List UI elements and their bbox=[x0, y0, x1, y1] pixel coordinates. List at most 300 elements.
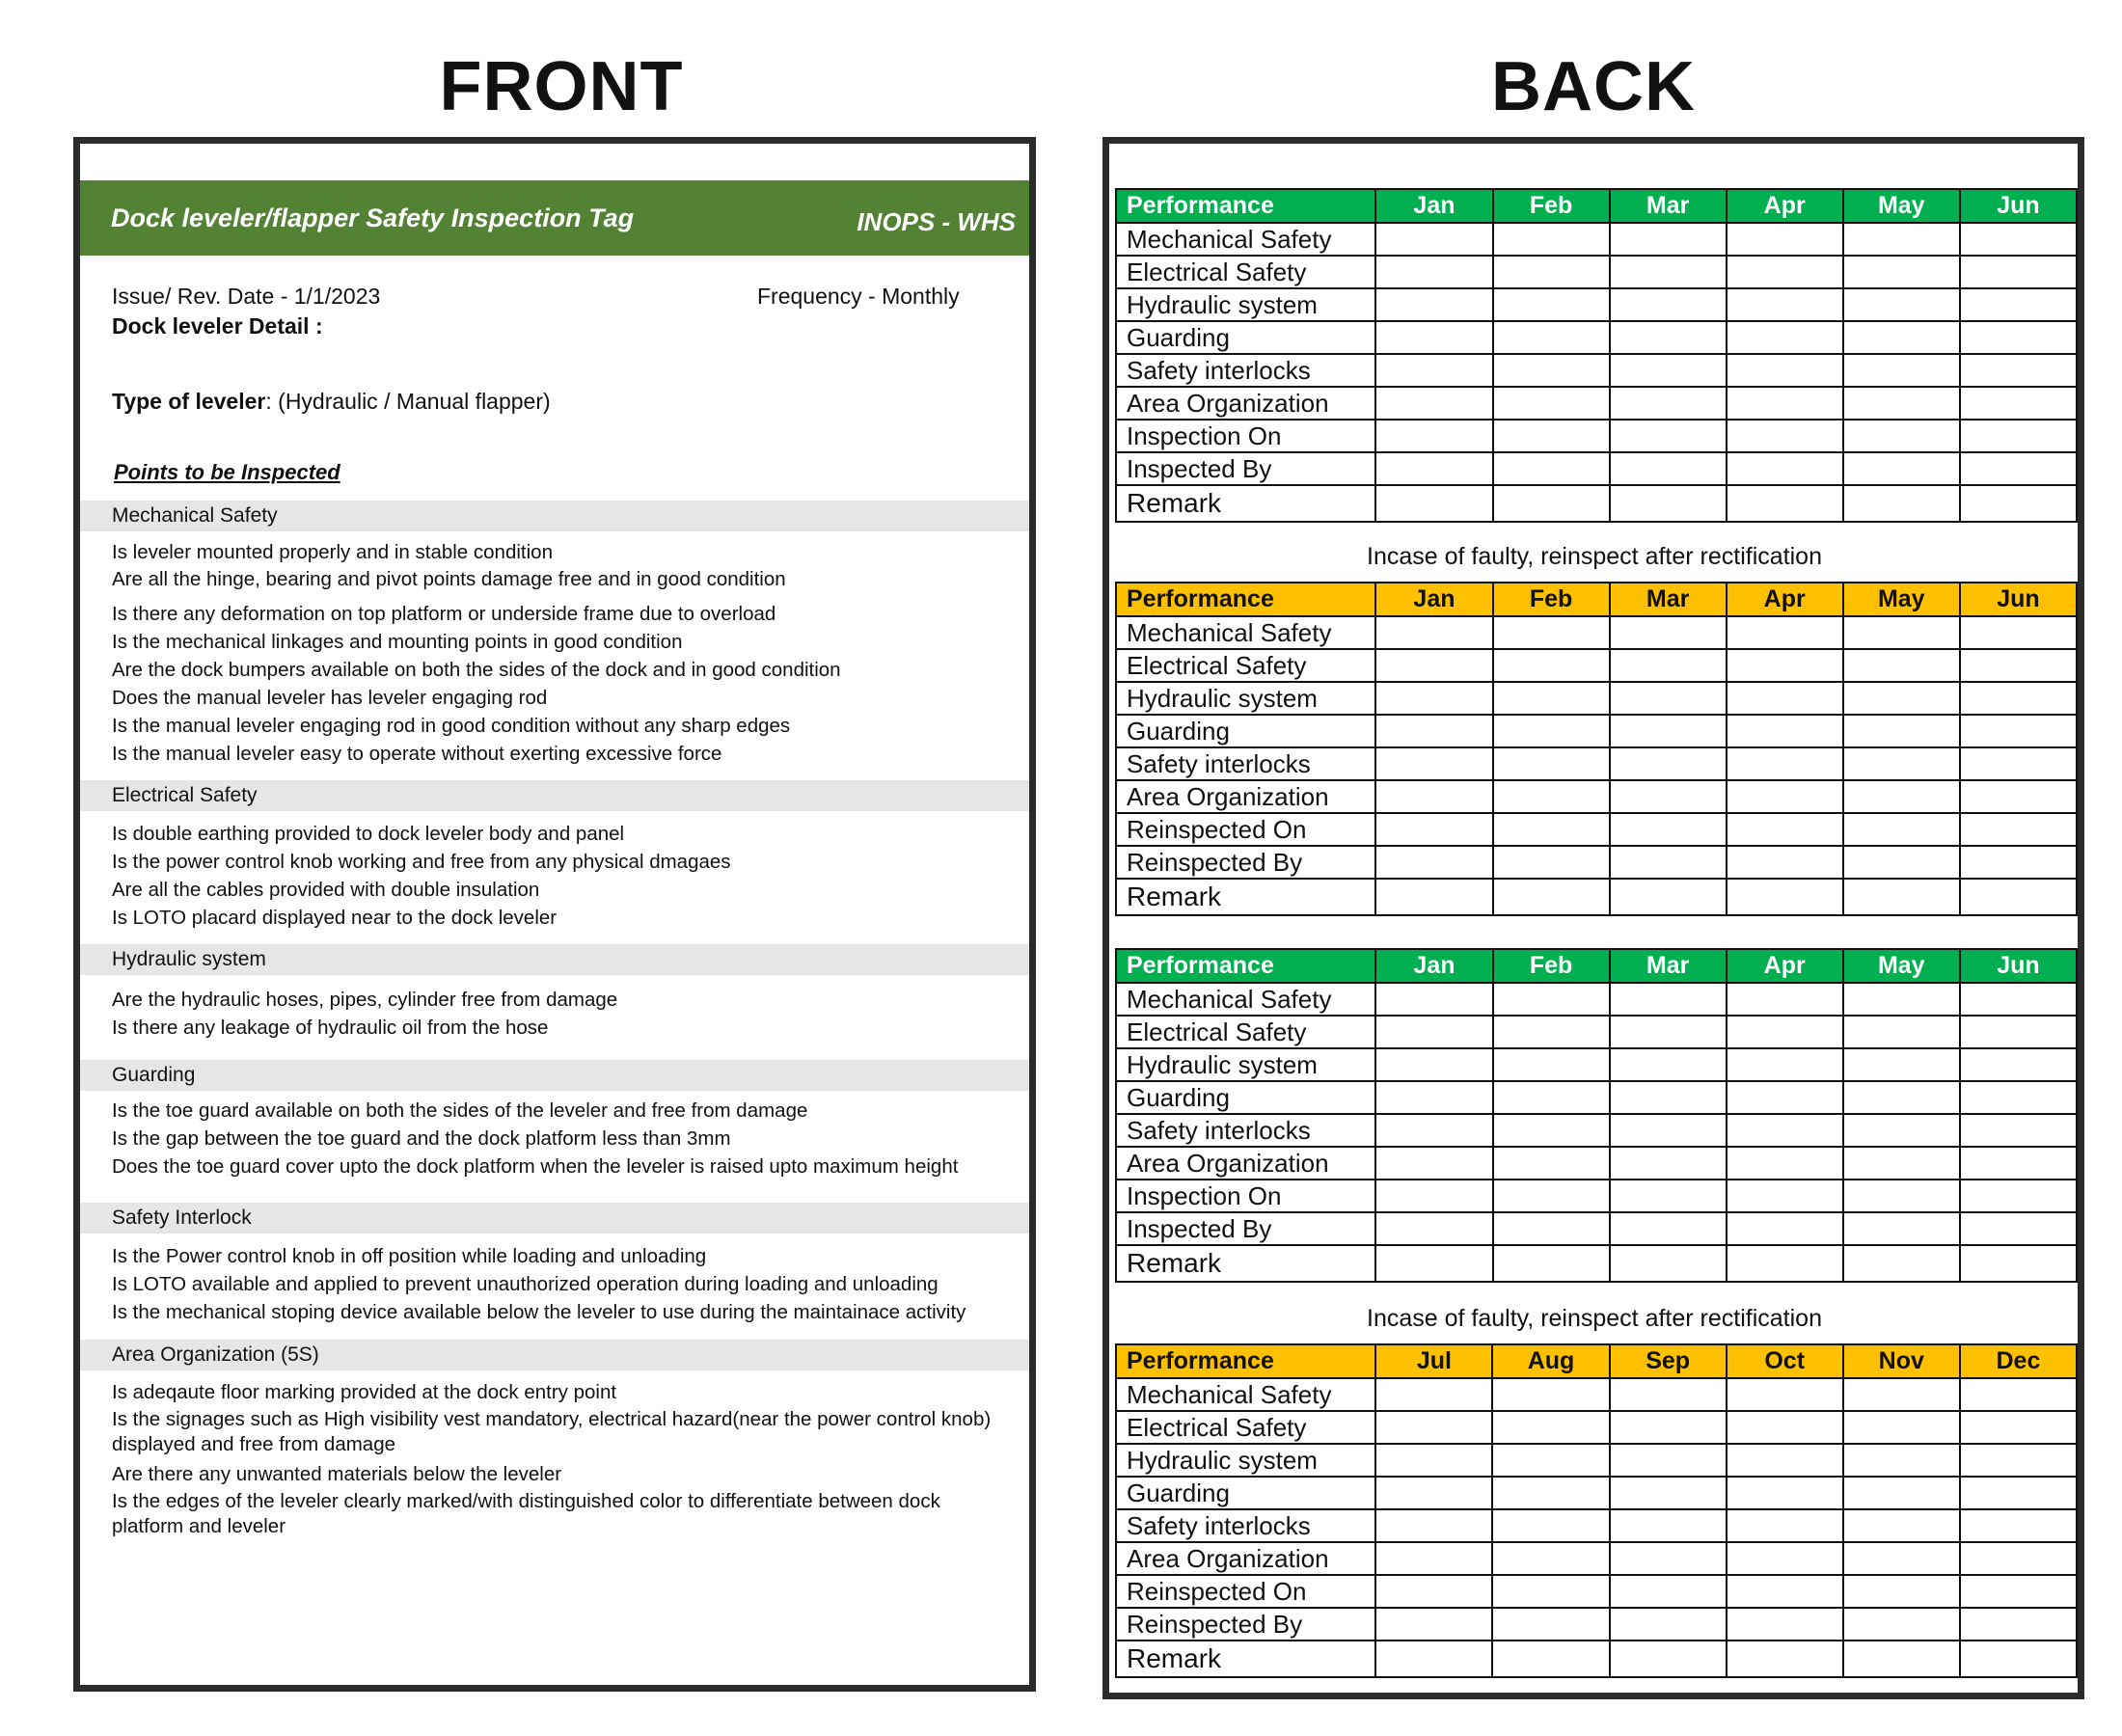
entry-cell[interactable] bbox=[1375, 1444, 1492, 1477]
entry-cell[interactable] bbox=[1492, 1641, 1609, 1677]
table-row bbox=[1116, 1542, 2077, 1575]
entry-cell[interactable] bbox=[1960, 1411, 2077, 1444]
entry-cell[interactable] bbox=[1843, 223, 1960, 256]
check-item: Is double earthing provided to dock leveler body and panel bbox=[112, 823, 625, 845]
entry-cell[interactable] bbox=[1493, 321, 1610, 354]
entry-cell[interactable] bbox=[1375, 682, 1492, 715]
entry-cell[interactable] bbox=[1843, 1016, 1960, 1048]
section-title-electrical: Electrical Safety bbox=[80, 780, 1029, 811]
table-row bbox=[1116, 1378, 2077, 1411]
entry-cell[interactable] bbox=[1843, 420, 1960, 452]
entry-cell[interactable] bbox=[1375, 1542, 1492, 1575]
entry-cell[interactable] bbox=[1375, 1245, 1492, 1282]
entry-cell[interactable] bbox=[1727, 846, 1843, 879]
entry-cell[interactable] bbox=[1375, 387, 1492, 420]
entry-cell[interactable] bbox=[1843, 485, 1960, 522]
entry-cell[interactable] bbox=[1843, 387, 1960, 420]
tag-title-bar bbox=[80, 180, 1029, 256]
entry-cell[interactable] bbox=[1375, 420, 1492, 452]
entry-cell[interactable] bbox=[1610, 682, 1727, 715]
entry-cell[interactable] bbox=[1960, 1212, 2077, 1245]
entry-cell[interactable] bbox=[1375, 1180, 1492, 1212]
entry-cell[interactable] bbox=[1960, 1016, 2077, 1048]
entry-cell[interactable] bbox=[1843, 321, 1960, 354]
month-header: Oct bbox=[1727, 1344, 1843, 1378]
entry-cell[interactable] bbox=[1375, 1411, 1492, 1444]
month-header: Aug bbox=[1492, 1344, 1609, 1378]
entry-cell[interactable] bbox=[1960, 1444, 2077, 1477]
inspection-table bbox=[1115, 188, 2078, 523]
entry-cell[interactable] bbox=[1960, 288, 2077, 321]
entry-cell[interactable] bbox=[1727, 1048, 1843, 1081]
entry-cell[interactable] bbox=[1843, 1081, 1960, 1114]
entry-cell[interactable] bbox=[1843, 452, 1960, 485]
entry-cell[interactable] bbox=[1960, 1180, 2077, 1212]
entry-cell[interactable] bbox=[1375, 288, 1492, 321]
row-label: Remark bbox=[1116, 1641, 1375, 1677]
entry-cell[interactable] bbox=[1727, 321, 1843, 354]
table-row bbox=[1116, 387, 2077, 420]
entry-cell[interactable] bbox=[1960, 1608, 2077, 1641]
table-row bbox=[1116, 452, 2077, 485]
entry-cell[interactable] bbox=[1843, 715, 1960, 747]
entry-cell[interactable] bbox=[1610, 1081, 1727, 1114]
row-label: Reinspected On bbox=[1116, 813, 1375, 846]
entry-cell[interactable] bbox=[1727, 747, 1843, 780]
table-row bbox=[1116, 1180, 2077, 1212]
entry-cell[interactable] bbox=[1727, 715, 1843, 747]
entry-cell[interactable] bbox=[1493, 223, 1610, 256]
entry-cell[interactable] bbox=[1493, 780, 1610, 813]
entry-cell[interactable] bbox=[1960, 256, 2077, 288]
entry-cell[interactable] bbox=[1610, 1180, 1727, 1212]
entry-cell[interactable] bbox=[1375, 780, 1492, 813]
entry-cell[interactable] bbox=[1493, 879, 1610, 915]
entry-cell[interactable] bbox=[1610, 321, 1727, 354]
row-label: Reinspected By bbox=[1116, 846, 1375, 879]
entry-cell[interactable] bbox=[1610, 1641, 1727, 1677]
entry-cell[interactable] bbox=[1960, 846, 2077, 879]
entry-cell[interactable] bbox=[1960, 420, 2077, 452]
month-header: Apr bbox=[1727, 583, 1843, 616]
check-item: Is the signages such as High visibility vest mandatory, electrical hazard(near the power control knob) displayed and free from damage bbox=[112, 1408, 992, 1455]
entry-cell[interactable] bbox=[1727, 485, 1843, 522]
entry-cell[interactable] bbox=[1492, 1477, 1609, 1509]
entry-cell[interactable] bbox=[1610, 879, 1727, 915]
entry-cell[interactable] bbox=[1493, 813, 1610, 846]
month-header: Jan bbox=[1375, 583, 1492, 616]
entry-cell[interactable] bbox=[1843, 1608, 1960, 1641]
entry-cell[interactable] bbox=[1493, 1180, 1610, 1212]
entry-cell[interactable] bbox=[1727, 879, 1843, 915]
entry-cell[interactable] bbox=[1493, 1245, 1610, 1282]
entry-cell[interactable] bbox=[1493, 983, 1610, 1016]
table-row bbox=[1116, 780, 2077, 813]
tag-org: INOPS - WHS bbox=[857, 207, 1016, 236]
row-label: Inspected By bbox=[1116, 1212, 1375, 1245]
entry-cell[interactable] bbox=[1727, 420, 1843, 452]
entry-cell[interactable] bbox=[1727, 1147, 1843, 1180]
entry-cell[interactable] bbox=[1610, 1147, 1727, 1180]
check-item: Is the mechanical stoping device available below the leveler to use during the maintainace activity bbox=[112, 1301, 966, 1323]
inspection-table bbox=[1115, 582, 2078, 916]
entry-cell[interactable] bbox=[1960, 223, 2077, 256]
entry-cell[interactable] bbox=[1960, 485, 2077, 522]
table-row bbox=[1116, 1444, 2077, 1477]
entry-cell[interactable] bbox=[1375, 1147, 1492, 1180]
entry-cell[interactable] bbox=[1375, 321, 1492, 354]
entry-cell[interactable] bbox=[1727, 256, 1843, 288]
entry-cell[interactable] bbox=[1610, 616, 1727, 649]
entry-cell[interactable] bbox=[1843, 1411, 1960, 1444]
entry-cell[interactable] bbox=[1727, 1180, 1843, 1212]
check-item: Is there any leakage of hydraulic oil from the hose bbox=[112, 1017, 549, 1039]
entry-cell[interactable] bbox=[1375, 649, 1492, 682]
entry-cell[interactable] bbox=[1375, 879, 1492, 915]
check-item: Is the power control knob working and free from any physical dmagaes bbox=[112, 851, 731, 873]
table-row bbox=[1116, 1509, 2077, 1542]
entry-cell[interactable] bbox=[1727, 1245, 1843, 1282]
row-label: Mechanical Safety bbox=[1116, 1378, 1375, 1411]
entry-cell[interactable] bbox=[1960, 1509, 2077, 1542]
entry-cell[interactable] bbox=[1960, 1114, 2077, 1147]
entry-cell[interactable] bbox=[1843, 983, 1960, 1016]
entry-cell[interactable] bbox=[1610, 780, 1727, 813]
entry-cell[interactable] bbox=[1493, 715, 1610, 747]
entry-cell[interactable] bbox=[1375, 715, 1492, 747]
entry-cell[interactable] bbox=[1492, 1575, 1609, 1608]
entry-cell[interactable] bbox=[1843, 682, 1960, 715]
entry-cell[interactable] bbox=[1960, 780, 2077, 813]
entry-cell[interactable] bbox=[1610, 223, 1727, 256]
entry-cell[interactable] bbox=[1493, 1114, 1610, 1147]
entry-cell[interactable] bbox=[1610, 1016, 1727, 1048]
table-row bbox=[1116, 1081, 2077, 1114]
table-row bbox=[1116, 420, 2077, 452]
entry-cell[interactable] bbox=[1375, 1641, 1492, 1677]
entry-cell[interactable] bbox=[1493, 354, 1610, 387]
entry-cell[interactable] bbox=[1727, 223, 1843, 256]
entry-cell[interactable] bbox=[1843, 1245, 1960, 1282]
row-label: Inspected By bbox=[1116, 452, 1375, 485]
entry-cell[interactable] bbox=[1493, 485, 1610, 522]
entry-cell[interactable] bbox=[1492, 1542, 1609, 1575]
entry-cell[interactable] bbox=[1727, 354, 1843, 387]
entry-cell[interactable] bbox=[1493, 452, 1610, 485]
entry-cell[interactable] bbox=[1610, 420, 1727, 452]
month-header: May bbox=[1843, 583, 1960, 616]
check-item: Does the toe guard cover upto the dock platform when the leveler is raised upto maximum height bbox=[112, 1155, 959, 1178]
entry-cell[interactable] bbox=[1610, 1444, 1727, 1477]
row-label: Guarding bbox=[1116, 1477, 1375, 1509]
entry-cell[interactable] bbox=[1375, 616, 1492, 649]
entry-cell[interactable] bbox=[1960, 387, 2077, 420]
entry-cell[interactable] bbox=[1375, 813, 1492, 846]
entry-cell[interactable] bbox=[1960, 1542, 2077, 1575]
entry-cell[interactable] bbox=[1727, 1509, 1843, 1542]
entry-cell[interactable] bbox=[1727, 1608, 1843, 1641]
entry-cell[interactable] bbox=[1375, 1509, 1492, 1542]
entry-cell[interactable] bbox=[1492, 1444, 1609, 1477]
entry-cell[interactable] bbox=[1843, 747, 1960, 780]
entry-cell[interactable] bbox=[1727, 288, 1843, 321]
entry-cell[interactable] bbox=[1727, 1016, 1843, 1048]
month-header: Mar bbox=[1610, 189, 1727, 223]
entry-cell[interactable] bbox=[1843, 879, 1960, 915]
entry-cell[interactable] bbox=[1727, 1542, 1843, 1575]
entry-cell[interactable] bbox=[1492, 1509, 1609, 1542]
entry-cell[interactable] bbox=[1960, 354, 2077, 387]
back-tag-panel bbox=[1102, 137, 2084, 1699]
entry-cell[interactable] bbox=[1843, 1147, 1960, 1180]
month-header: May bbox=[1843, 189, 1960, 223]
entry-cell[interactable] bbox=[1960, 682, 2077, 715]
entry-cell[interactable] bbox=[1960, 1641, 2077, 1677]
entry-cell[interactable] bbox=[1610, 1477, 1727, 1509]
entry-cell[interactable] bbox=[1960, 649, 2077, 682]
entry-cell[interactable] bbox=[1493, 387, 1610, 420]
row-label: Safety interlocks bbox=[1116, 1114, 1375, 1147]
section-title-area-organization: Area Organization (5S) bbox=[80, 1340, 1029, 1370]
entry-cell[interactable] bbox=[1375, 485, 1492, 522]
entry-cell[interactable] bbox=[1727, 387, 1843, 420]
row-label: Safety interlocks bbox=[1116, 747, 1375, 780]
entry-cell[interactable] bbox=[1843, 1444, 1960, 1477]
entry-cell[interactable] bbox=[1843, 1477, 1960, 1509]
entry-cell[interactable] bbox=[1727, 616, 1843, 649]
entry-cell[interactable] bbox=[1610, 1378, 1727, 1411]
entry-cell[interactable] bbox=[1960, 983, 2077, 1016]
entry-cell[interactable] bbox=[1493, 682, 1610, 715]
entry-cell[interactable] bbox=[1375, 1016, 1492, 1048]
row-label: Hydraulic system bbox=[1116, 288, 1375, 321]
month-header: Jun bbox=[1960, 949, 2077, 983]
table-row bbox=[1116, 1477, 2077, 1509]
entry-cell[interactable] bbox=[1610, 387, 1727, 420]
entry-cell[interactable] bbox=[1610, 813, 1727, 846]
table-row bbox=[1116, 354, 2077, 387]
row-label: Electrical Safety bbox=[1116, 649, 1375, 682]
row-label: Electrical Safety bbox=[1116, 1016, 1375, 1048]
entry-cell[interactable] bbox=[1727, 1081, 1843, 1114]
month-header: Sep bbox=[1610, 1344, 1727, 1378]
entry-cell[interactable] bbox=[1610, 288, 1727, 321]
month-header: Apr bbox=[1727, 949, 1843, 983]
row-label: Mechanical Safety bbox=[1116, 616, 1375, 649]
entry-cell[interactable] bbox=[1610, 1048, 1727, 1081]
entry-cell[interactable] bbox=[1727, 649, 1843, 682]
reinspect-note: Incase of faulty, reinspect after rectification bbox=[1367, 543, 1822, 570]
table-row bbox=[1116, 1016, 2077, 1048]
entry-cell[interactable] bbox=[1843, 1641, 1960, 1677]
entry-cell[interactable] bbox=[1492, 1608, 1609, 1641]
entry-cell[interactable] bbox=[1960, 452, 2077, 485]
row-label: Remark bbox=[1116, 485, 1375, 522]
check-item: Is there any deformation on top platform or underside frame due to overload bbox=[112, 603, 776, 625]
entry-cell[interactable] bbox=[1610, 1509, 1727, 1542]
row-label: Remark bbox=[1116, 879, 1375, 915]
entry-cell[interactable] bbox=[1610, 485, 1727, 522]
entry-cell[interactable] bbox=[1610, 1575, 1727, 1608]
entry-cell[interactable] bbox=[1843, 1509, 1960, 1542]
entry-cell[interactable] bbox=[1960, 1378, 2077, 1411]
entry-cell[interactable] bbox=[1727, 1378, 1843, 1411]
entry-cell[interactable] bbox=[1493, 1212, 1610, 1245]
entry-cell[interactable] bbox=[1493, 256, 1610, 288]
entry-cell[interactable] bbox=[1375, 983, 1492, 1016]
entry-cell[interactable] bbox=[1960, 1245, 2077, 1282]
entry-cell[interactable] bbox=[1727, 1641, 1843, 1677]
entry-cell[interactable] bbox=[1727, 1477, 1843, 1509]
entry-cell[interactable] bbox=[1610, 354, 1727, 387]
entry-cell[interactable] bbox=[1727, 1411, 1843, 1444]
entry-cell[interactable] bbox=[1960, 321, 2077, 354]
entry-cell[interactable] bbox=[1727, 983, 1843, 1016]
entry-cell[interactable] bbox=[1610, 256, 1727, 288]
inspection-table bbox=[1115, 1343, 2078, 1678]
entry-cell[interactable] bbox=[1843, 813, 1960, 846]
entry-cell[interactable] bbox=[1610, 747, 1727, 780]
check-item: Is the toe guard available on both the sides of the leveler and free from damage bbox=[112, 1099, 808, 1122]
entry-cell[interactable] bbox=[1843, 780, 1960, 813]
entry-cell[interactable] bbox=[1493, 288, 1610, 321]
entry-cell[interactable] bbox=[1375, 846, 1492, 879]
table-row bbox=[1116, 813, 2077, 846]
entry-cell[interactable] bbox=[1960, 1575, 2077, 1608]
entry-cell[interactable] bbox=[1843, 649, 1960, 682]
row-label: Area Organization bbox=[1116, 1542, 1375, 1575]
entry-cell[interactable] bbox=[1375, 1114, 1492, 1147]
check-item: Is the manual leveler easy to operate without exerting excessive force bbox=[112, 743, 722, 765]
entry-cell[interactable] bbox=[1493, 616, 1610, 649]
entry-cell[interactable] bbox=[1727, 813, 1843, 846]
table-row bbox=[1116, 649, 2077, 682]
entry-cell[interactable] bbox=[1375, 452, 1492, 485]
entry-cell[interactable] bbox=[1375, 1212, 1492, 1245]
entry-cell[interactable] bbox=[1492, 1411, 1609, 1444]
month-header: Feb bbox=[1493, 189, 1610, 223]
entry-cell[interactable] bbox=[1610, 1114, 1727, 1147]
entry-cell[interactable] bbox=[1375, 223, 1492, 256]
table-row bbox=[1116, 715, 2077, 747]
entry-cell[interactable] bbox=[1727, 1444, 1843, 1477]
entry-cell[interactable] bbox=[1960, 1147, 2077, 1180]
entry-cell[interactable] bbox=[1375, 1081, 1492, 1114]
check-item: Is the Power control knob in off position while loading and unloading bbox=[112, 1245, 707, 1267]
entry-cell[interactable] bbox=[1493, 1016, 1610, 1048]
entry-cell[interactable] bbox=[1843, 846, 1960, 879]
row-label: Hydraulic system bbox=[1116, 1048, 1375, 1081]
table-row bbox=[1116, 1641, 2077, 1677]
section-title-interlock: Safety Interlock bbox=[80, 1203, 1029, 1234]
entry-cell[interactable] bbox=[1727, 780, 1843, 813]
entry-cell[interactable] bbox=[1375, 747, 1492, 780]
entry-cell[interactable] bbox=[1960, 715, 2077, 747]
table-row bbox=[1116, 846, 2077, 879]
entry-cell[interactable] bbox=[1843, 1542, 1960, 1575]
entry-cell[interactable] bbox=[1493, 1048, 1610, 1081]
entry-cell[interactable] bbox=[1843, 616, 1960, 649]
month-header: Jun bbox=[1960, 583, 2077, 616]
entry-cell[interactable] bbox=[1493, 846, 1610, 879]
entry-cell[interactable] bbox=[1960, 813, 2077, 846]
table-row bbox=[1116, 616, 2077, 649]
table-row bbox=[1116, 879, 2077, 915]
entry-cell[interactable] bbox=[1493, 1081, 1610, 1114]
entry-cell[interactable] bbox=[1493, 649, 1610, 682]
entry-cell[interactable] bbox=[1960, 1477, 2077, 1509]
entry-cell[interactable] bbox=[1493, 747, 1610, 780]
entry-cell[interactable] bbox=[1375, 354, 1492, 387]
entry-cell[interactable] bbox=[1492, 1378, 1609, 1411]
row-label: Electrical Safety bbox=[1116, 256, 1375, 288]
entry-cell[interactable] bbox=[1843, 1180, 1960, 1212]
entry-cell[interactable] bbox=[1960, 616, 2077, 649]
leveler-type-value: : (Hydraulic / Manual flapper) bbox=[265, 389, 551, 414]
entry-cell[interactable] bbox=[1375, 1575, 1492, 1608]
entry-cell[interactable] bbox=[1843, 1212, 1960, 1245]
entry-cell[interactable] bbox=[1610, 649, 1727, 682]
entry-cell[interactable] bbox=[1843, 1378, 1960, 1411]
row-label: Mechanical Safety bbox=[1116, 983, 1375, 1016]
entry-cell[interactable] bbox=[1375, 1608, 1492, 1641]
entry-cell[interactable] bbox=[1727, 1114, 1843, 1147]
entry-cell[interactable] bbox=[1727, 682, 1843, 715]
row-label: Electrical Safety bbox=[1116, 1411, 1375, 1444]
entry-cell[interactable] bbox=[1843, 256, 1960, 288]
entry-cell[interactable] bbox=[1610, 983, 1727, 1016]
front-tag-panel bbox=[73, 137, 1036, 1692]
entry-cell[interactable] bbox=[1843, 1048, 1960, 1081]
entry-cell[interactable] bbox=[1843, 354, 1960, 387]
entry-cell[interactable] bbox=[1610, 1212, 1727, 1245]
frequency: Frequency - Monthly bbox=[757, 284, 960, 309]
section-title-hydraulic: Hydraulic system bbox=[80, 944, 1029, 975]
entry-cell[interactable] bbox=[1960, 879, 2077, 915]
entry-cell[interactable] bbox=[1727, 1575, 1843, 1608]
entry-cell[interactable] bbox=[1960, 1048, 2077, 1081]
entry-cell[interactable] bbox=[1375, 1378, 1492, 1411]
entry-cell[interactable] bbox=[1610, 846, 1727, 879]
entry-cell[interactable] bbox=[1960, 1081, 2077, 1114]
row-label: Reinspected On bbox=[1116, 1575, 1375, 1608]
entry-cell[interactable] bbox=[1960, 747, 2077, 780]
month-header: Nov bbox=[1843, 1344, 1960, 1378]
entry-cell[interactable] bbox=[1843, 1114, 1960, 1147]
check-item: Does the manual leveler has leveler engaging rod bbox=[112, 687, 548, 709]
entry-cell[interactable] bbox=[1610, 452, 1727, 485]
entry-cell[interactable] bbox=[1610, 1542, 1727, 1575]
entry-cell[interactable] bbox=[1375, 1048, 1492, 1081]
entry-cell[interactable] bbox=[1375, 256, 1492, 288]
entry-cell[interactable] bbox=[1727, 452, 1843, 485]
entry-cell[interactable] bbox=[1610, 715, 1727, 747]
entry-cell[interactable] bbox=[1610, 1608, 1727, 1641]
check-item: Is adeqaute floor marking provided at the dock entry point bbox=[112, 1381, 617, 1403]
entry-cell[interactable] bbox=[1843, 288, 1960, 321]
entry-cell[interactable] bbox=[1843, 1575, 1960, 1608]
entry-cell[interactable] bbox=[1375, 1477, 1492, 1509]
table-row bbox=[1116, 1048, 2077, 1081]
entry-cell[interactable] bbox=[1610, 1411, 1727, 1444]
row-label: Area Organization bbox=[1116, 387, 1375, 420]
entry-cell[interactable] bbox=[1610, 1245, 1727, 1282]
entry-cell[interactable] bbox=[1493, 1147, 1610, 1180]
entry-cell[interactable] bbox=[1493, 420, 1610, 452]
entry-cell[interactable] bbox=[1727, 1212, 1843, 1245]
month-header: Feb bbox=[1493, 583, 1610, 616]
row-label: Inspection On bbox=[1116, 1180, 1375, 1212]
